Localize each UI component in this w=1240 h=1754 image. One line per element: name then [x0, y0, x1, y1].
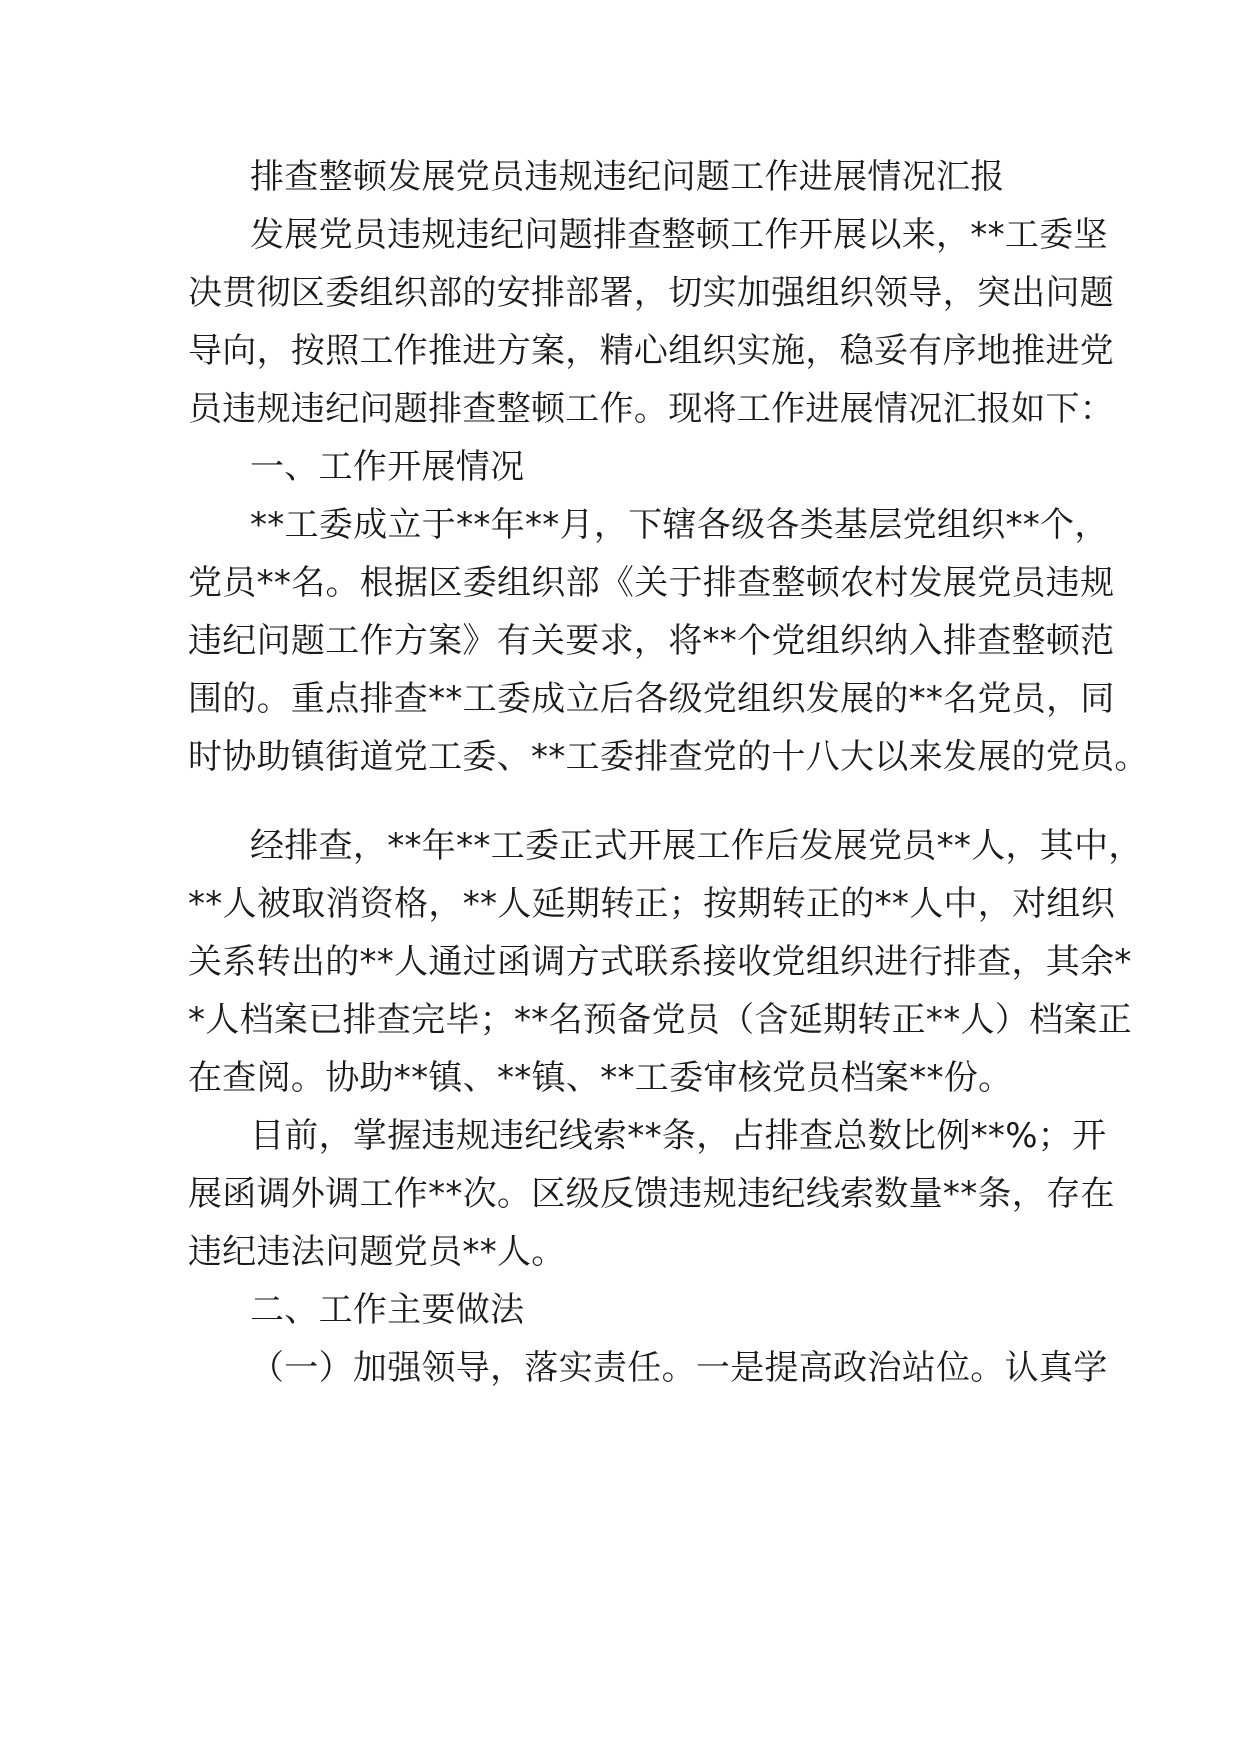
paragraph-4-line-2: 展函调外调工作**次。区级反馈违规违纪线索数量**条，存在 — [188, 1174, 1115, 1214]
paragraph-3-line-5: 在查阅。协助**镇、**镇、**工委审核党员档案**份。 — [188, 1058, 1013, 1098]
paragraph-2-line-1: **工委成立于**年**月，下辖各级各类基层党组织**个， — [250, 505, 1109, 545]
paragraph-4-line-3: 违纪违法问题党员**人。 — [188, 1232, 566, 1272]
paragraph-1-line-2: 决贯彻区委组织部的安排部署，切实加强组织领导，突出问题 — [188, 273, 1115, 313]
paragraph-3-line-4: *人档案已排查完毕；**名预备党员（含延期转正**人）档案正 — [188, 1000, 1132, 1040]
paragraph-2-line-3: 违纪问题工作方案》有关要求，将**个党组织纳入排查整顿范 — [188, 621, 1115, 661]
paragraph-3-line-1: 经排查，**年**工委正式开展工作后发展党员**人，其中， — [250, 826, 1143, 866]
paragraph-2-line-4: 围的。重点排查**工委成立后各级党组织发展的**名党员，同 — [188, 679, 1115, 719]
paragraph-3-line-2: **人被取消资格，**人延期转正；按期转正的**人中，对组织 — [188, 884, 1115, 924]
paragraph-4-line-1: 目前，掌握违规违纪线索**条，占排查总数比例**%；开 — [250, 1116, 1107, 1156]
document-title: 排查整顿发展党员违规违纪问题工作进展情况汇报 — [250, 157, 1005, 197]
section-heading-2: 二、工作主要做法 — [250, 1290, 525, 1330]
paragraph-3-line-3: 关系转出的**人通过函调方式联系接收党组织进行排查，其余* — [188, 942, 1132, 982]
paragraph-1-line-3: 导向，按照工作推进方案，精心组织实施，稳妥有序地推进党 — [188, 331, 1115, 371]
section-heading-1: 一、工作开展情况 — [250, 447, 525, 487]
paragraph-1-line-4: 员违规违纪问题排查整顿工作。现将工作进展情况汇报如下： — [188, 389, 1115, 429]
paragraph-2-line-2: 党员**名。根据区委组织部《关于排查整顿农村发展党员违规 — [188, 563, 1115, 603]
paragraph-5-line-1: （一）加强领导，落实责任。一是提高政治站位。认真学 — [250, 1348, 1108, 1388]
paragraph-1-line-1: 发展党员违规违纪问题排查整顿工作开展以来，**工委坚 — [250, 215, 1108, 255]
paragraph-2-line-5: 时协助镇街道党工委、**工委排查党的十八大以来发展的党员。 — [188, 737, 1149, 777]
